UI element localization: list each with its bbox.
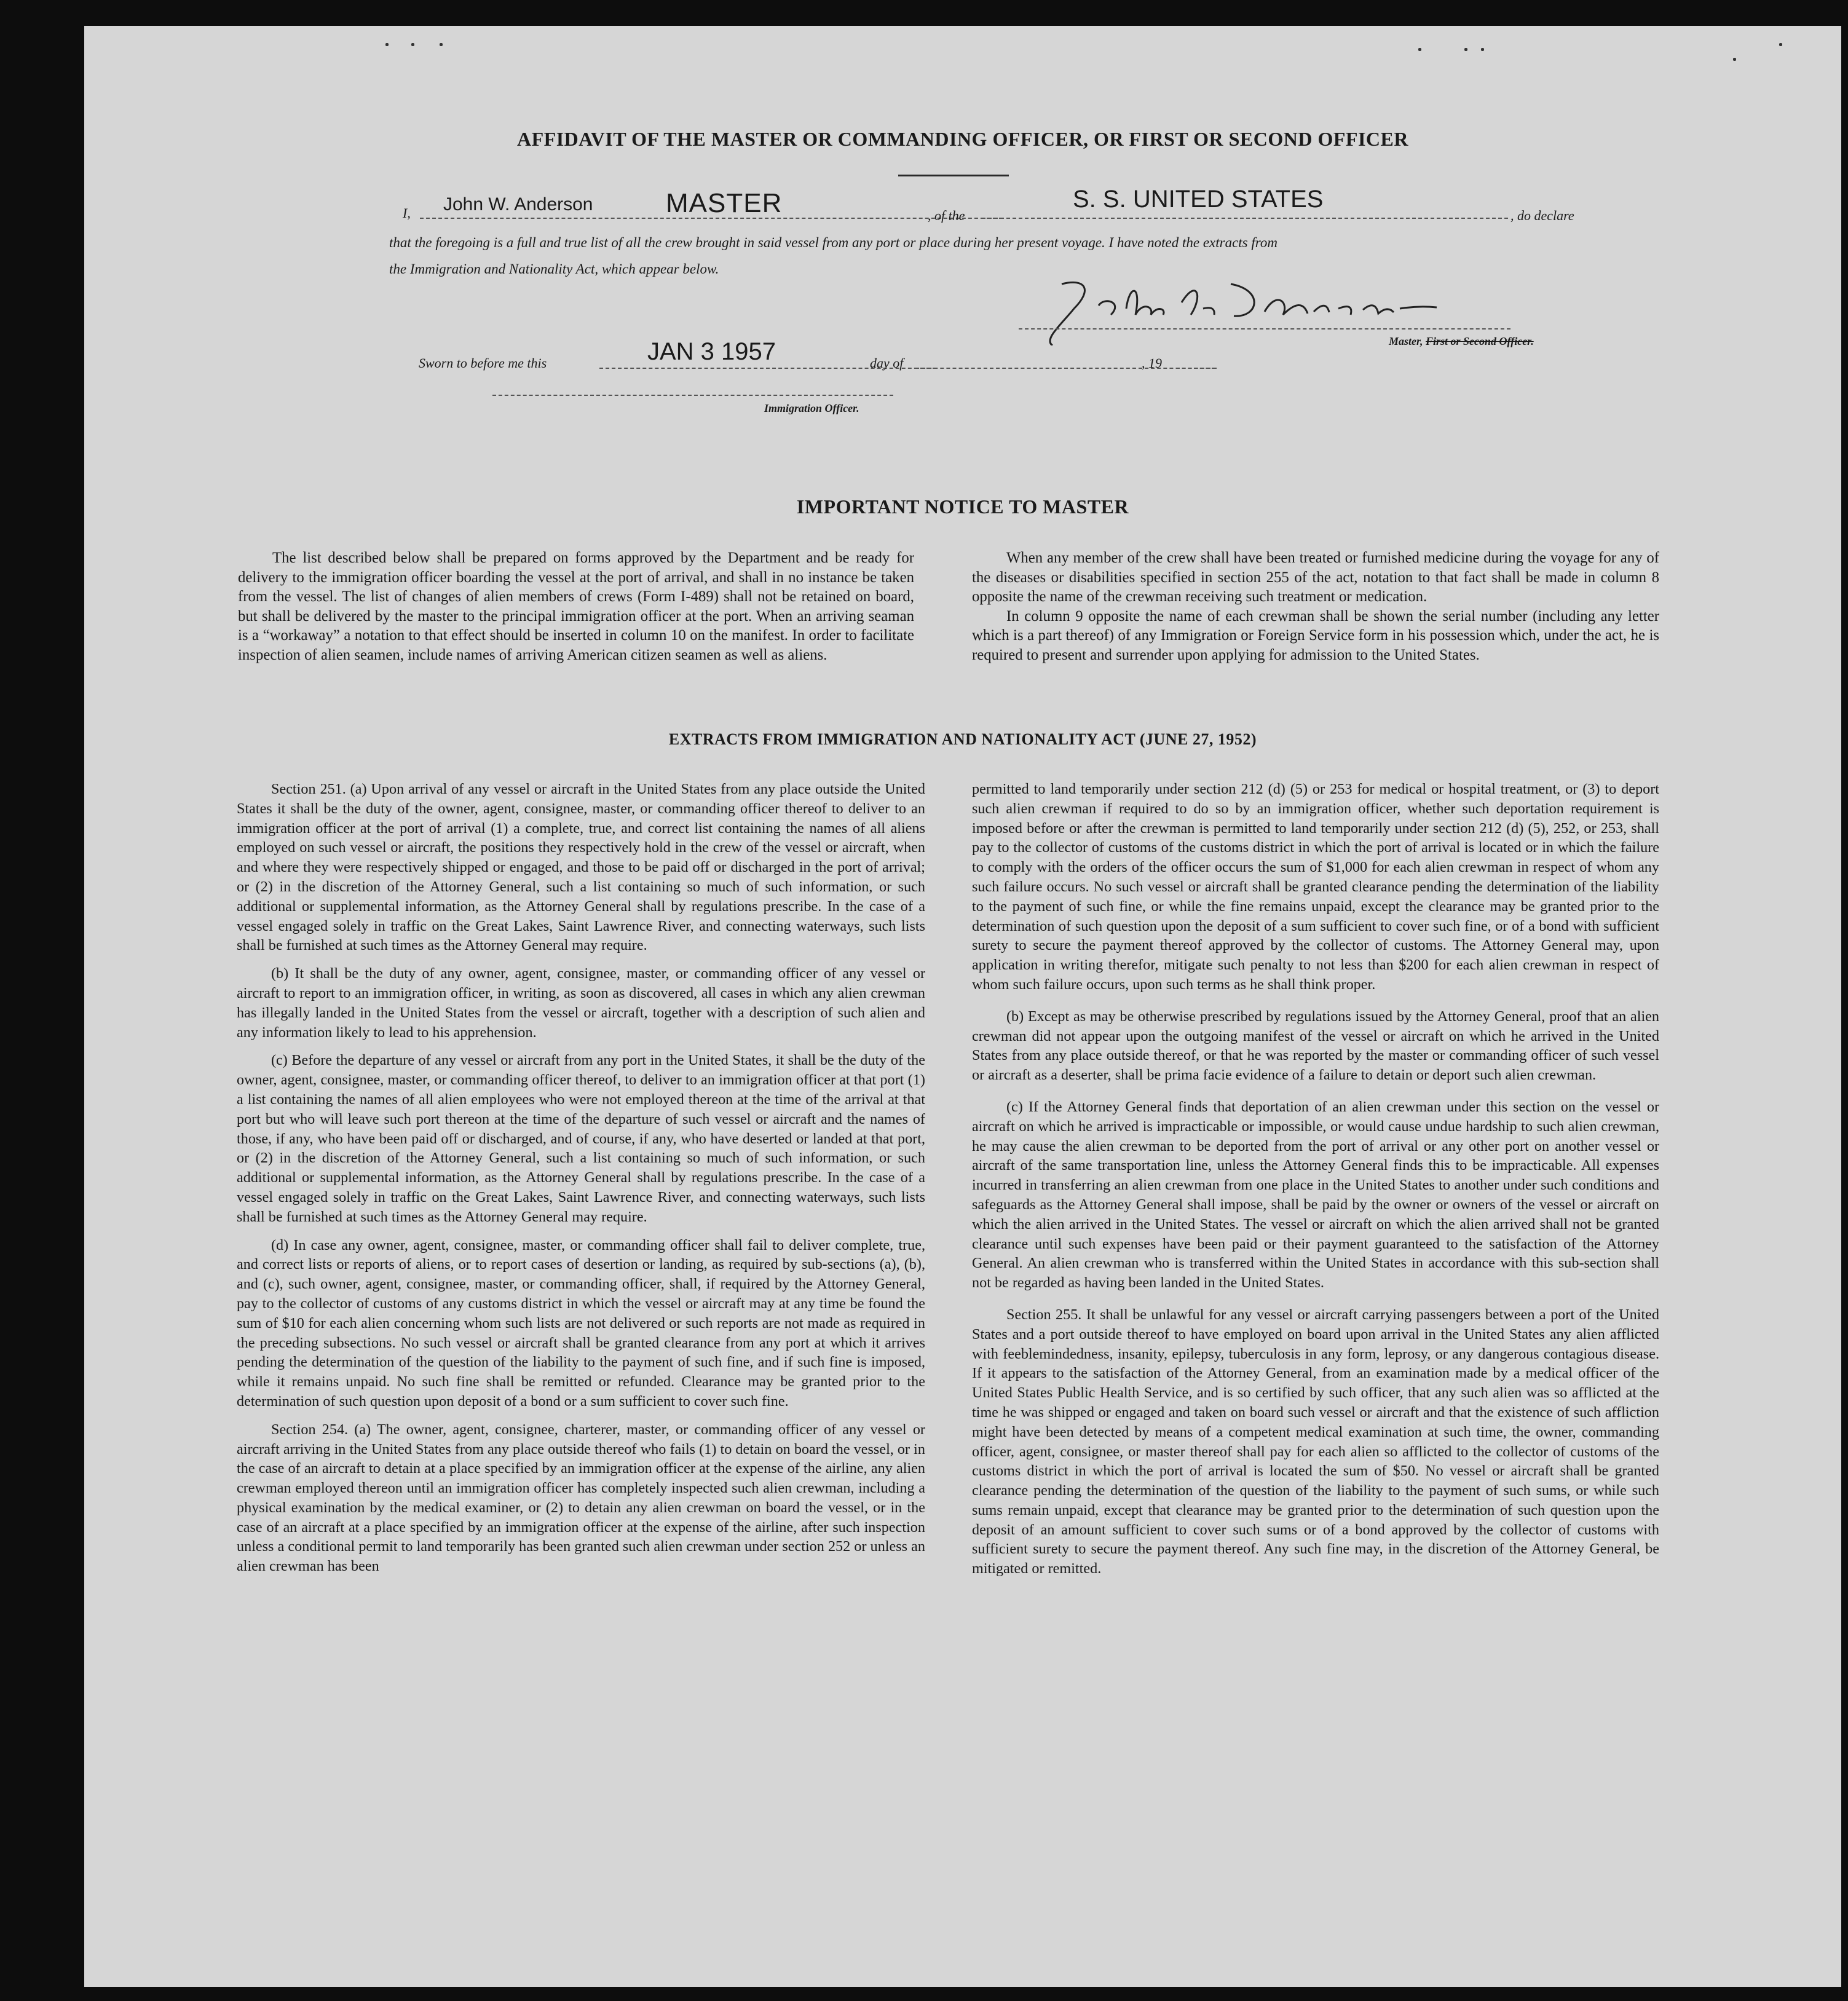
month-field (915, 344, 1217, 369)
scan-speck (1464, 48, 1467, 51)
vessel-field (982, 186, 1508, 219)
master-rank: MASTER (666, 188, 783, 218)
scan-speck (1481, 48, 1484, 51)
name-field (420, 188, 1003, 219)
label-sworn: Sworn to before me this (419, 355, 547, 371)
sworn-date: JAN 3 1957 (647, 338, 776, 365)
notice-title: IMPORTANT NOTICE TO MASTER (796, 495, 1129, 518)
scan-speck (411, 43, 414, 46)
section-251-c: (c) Before the departure of any vessel or aircraft from any port in the United States, it shall be the duty of the owner, agent, consignee, master, or commanding officer thereof, to deliver to an immigration officer at that port (1) a list containing the names of all alien employees who were not employed thereon at the time of the arrival at that port but who will leave such port thereon at the time of the departure of such vessel or aircraft and the names of those, if any, who have been paid off or discharged, and of course, if any, who have deserted or landed at that port, or (2) in the discretion of the Attorney General, such a list containing so much of such information, or such additional or supplemental information, as the Attorney General shall by regulations prescribe. In the case of a vessel engaged solely in traffic on the Great Lakes, Saint Lawrence River, and connecting waterways, such lists shall be furnished at such times as the Attorney General may require. (237, 1052, 925, 1225)
scan-speck (440, 43, 443, 46)
label-of-the: , of the (928, 208, 965, 223)
notice-paragraph: The list described below shall be prepared on forms approved by the Department and be ready for delivery to the immigration officer boarding the vessel at the port of arrival, and shall in no instance be taken from the vessel. The list of changes of alien members of crews (Form I-489) shall not be retained on board, but shall be delivered by the master to the principal immigration officer at the port. When an arriving seaman is a “workaway” a notation to that effect should be inserted in column 10 on the manifest. In order to facilitate inspection of alien seamen, include names of arriving American citizen seamen as well as aliens. (238, 550, 914, 663)
label-i: I, (403, 205, 411, 221)
signature-area (1019, 272, 1510, 345)
vessel-name: S. S. UNITED STATES (1073, 186, 1324, 213)
officer-signature-line (492, 382, 893, 396)
notice-left-column (238, 548, 914, 665)
scan-speck (1779, 43, 1782, 46)
document-page (84, 26, 1841, 1987)
master-name: John W. Anderson (443, 194, 593, 215)
scan-speck (1733, 58, 1736, 61)
extracts-right-column (972, 779, 1659, 1587)
scan-speck (1418, 48, 1421, 51)
affidavit-title: AFFIDAVIT OF THE MASTER OR COMMANDING OFFICER, OR FIRST OR SECOND OFFICER (517, 128, 1408, 150)
extracts-left-column (237, 779, 925, 1585)
section-255: Section 255. It shall be unlawful for any vessel or aircraft carrying passengers between a port of the United States and a port outside thereof to have employed on board upon arrival in the United States any alien afflicted with feeblemindedness, insanity, epilepsy, tuberculosis in any form, leprosy, or any dangerous contagious disease. If it appears to the satisfaction of the Attorney General, from an examination made by a medical officer of the United States Public Health Service, and is so certified by such officer, that any such alien was so afflicted at the time he was shipped or engaged and taken on board such vessel or aircraft and that the existence of such affliction might have been detected by means of a competent medical examination at such time, the owner, commanding officer, agent, consignee, or master thereof shall pay for each alien so afflicted to the collector of customs of the customs district in which the port of arrival is located the sum of $50. No vessel or aircraft shall be granted clearance pending the determination of the question of the liability to the payment of such sums, or while such sums remain unpaid, except that clearance may be granted prior to the determination of such question upon the deposit of an amount sufficient to cover such sums or of a bond approved by the collector of customs with sufficient surety to secure the payment thereof. Any such fine may, in the discretion of the Attorney General, be mitigated or remitted. (972, 1306, 1659, 1577)
scan-speck (385, 43, 389, 46)
label-year: , 19 (1142, 355, 1162, 371)
label-do-declare: , do declare (1510, 208, 1574, 223)
immigration-officer-label: Immigration Officer. (764, 402, 859, 414)
signature-stroke (1019, 272, 1510, 345)
year-field (1176, 344, 1215, 369)
signer-title (1389, 335, 1534, 348)
label-day-of: day of (870, 355, 904, 371)
signer-title-master: Master, (1389, 335, 1423, 347)
signature-line (1019, 328, 1510, 330)
notice-paragraph: In column 9 opposite the name of each crewman shall be shown the serial number (including any letter which is a part thereof) of any Immigration or Foreign Service form in his possession which, under the act, he is required to present and surrender upon applying for admission to the United States. (972, 607, 1659, 663)
section-251-b: (b) It shall be the duty of any owner, agent, consignee, master, or commanding officer of any vessel or aircraft to report to an immigration officer, in writing, as soon as discovered, all cases in which any alien crewman has illegally landed in the United States from the vessel or aircraft, together with a description of such alien and any information likely to lead to his apprehension. (237, 965, 925, 1041)
notice-right-column (972, 548, 1659, 665)
statement-line-2: the Immigration and Nationality Act, which appear below. (389, 261, 719, 277)
title-rule (898, 175, 1009, 176)
section-254-a: Section 254. (a) The owner, agent, consignee, charterer, master, or commanding officer of any vessel or aircraft arriving in the United States from any place outside thereof who fails (1) to detain on board the vessel, or in the case of an aircraft to detain at a place specified by an immigration officer at the expense of the airline, any alien crewman employed thereon until an immigration officer has completely inspected such alien crewman, including a physical examination by the medical examiner, or (2) to detain any alien crewman on board the vessel, or in the case of an aircraft at a place specified by an immigration officer at the expense of the airline, after such inspection unless a conditional permit to land temporarily has been granted such alien crewman under section 252 or unless an alien crewman has been (237, 1421, 925, 1575)
statement-line-1: that the foregoing is a full and true list of all the crew brought in said vessel from any port or place during her present voyage. I have noted the extracts from (389, 235, 1277, 250)
signer-title-struck: First or Second Officer. (1426, 335, 1534, 347)
notice-paragraph: When any member of the crew shall have been treated or furnished medicine during the voyage for any of the diseases or disabilities specified in section 255 of the act, notation to that fact shall be made in column 8 opposite the name of the crewman receiving such treatment or medication. (972, 550, 1659, 606)
section-251-d: (d) In case any owner, agent, consignee, master, or commanding officer shall fail to deliver complete, true, and correct lists or reports of aliens, or to report cases of desertion or landing, as required by sub-sections (a), (b), and (c), such owner, agent, consignee, master, or commanding officer, shall, if required by the Attorney General, pay to the collector of customs of any customs district in which the vessel or aircraft may at any time be found the sum of $10 for each alien concerning whom such lists are not delivered or such reports are not made as required in the preceding subsections. No such vessel or aircraft shall be granted clearance from any port at which it arrives pending the determination of the question of the liability to the payment of such fine, and if such fine is imposed, while it remains unpaid. No such fine shall be remitted or refunded. Clearance may be granted prior to the determination of such question upon deposit of a bond or a sum sufficient to cover such fine. (237, 1236, 925, 1410)
section-254-c: (c) If the Attorney General finds that deportation of an alien crewman under this section on the vessel or aircraft on which he arrived is impracticable or impossible, or would cause undue hardship to such alien crewman, he may cause the alien crewman to be deported from the port of arrival or any other port on another vessel or aircraft of the same transportation line, unless the Attorney General finds this to be impracticable. All expenses incurred in transferring an alien crewman from one place in the United States to another under such conditions and safeguards as the Attorney General shall impose, shall be paid by the owner or owners of the vessel or aircraft on which the alien arrived in the United States. The vessel or aircraft on which the alien arrived shall not be granted clearance until such expenses have been paid or their payment guaranteed to the satisfaction of the Attorney General. An alien crewman who is transferred within the United States in accordance with this sub-section shall not be regarded as having been landed in the United States. (972, 1098, 1659, 1292)
section-254-b: (b) Except as may be otherwise prescribed by regulations issued by the Attorney General, proof that an alien crewman did not appear upon the outgoing manifest of the vessel or aircraft on which he arrived in the United States from any place outside thereof, or that he was reported by the master or commanding officer of such vessel or aircraft as a deserter, shall be prima facie evidence of a failure to detain or deport such alien crewman. (972, 1008, 1659, 1084)
section-251-a: Section 251. (a) Upon arrival of any vessel or aircraft in the United States from any place outside the United States it shall be the duty of the owner, agent, consignee, master, or commanding officer thereof to deliver to an immigration officer at the port of arrival (1) a complete, true, and correct list containing the names of all aliens employed on such vessel or aircraft, the positions they respectively hold in the crew of the vessel or aircraft, when and where they were respectively shipped or engaged, and those to be paid off or discharged in the port of arrival; or (2) in the discretion of the Attorney General, such a list containing so much of such information, or such additional or supplemental information, as the Attorney General shall by regulations prescribe. In the case of a vessel engaged solely in traffic on the Great Lakes, Saint Lawrence River, and connecting waterways, such lists shall be furnished at such times as the Attorney General may require. (237, 781, 925, 954)
extracts-title: EXTRACTS FROM IMMIGRATION AND NATIONALITY ACT (JUNE 27, 1952) (668, 730, 1257, 748)
section-254-a-cont: permitted to land temporarily under section 212 (d) (5) or 253 for medical or hospital treatment, or (3) to deport such alien crewman if required to do so by an immigration officer, whether such deportation requirement is imposed before or after the crewman is permitted to land temporarily under section 212 (d) (5), 252, or 253, shall pay to the collector of customs of the customs district in which the port of arrival is located or in which the failure to comply with the orders of the officer occurs the sum of $1,000 for each alien crewman in respect of whom any such failure occurs. No such vessel or aircraft shall be granted clearance pending the determination of the liability to the payment of such fine, or while the fine remains unpaid, except the clearance may be granted prior to the determination of such question upon the deposit of a sum sufficient to cover such fine, or of a bond with sufficient surety to secure the payment thereof approved by the collector of customs. The Attorney General may, upon application in writing therefor, mitigate such penalty to not less than $200 for each alien crewman in respect of whom such failure occurs, upon such terms as he shall think proper. (972, 781, 1659, 993)
